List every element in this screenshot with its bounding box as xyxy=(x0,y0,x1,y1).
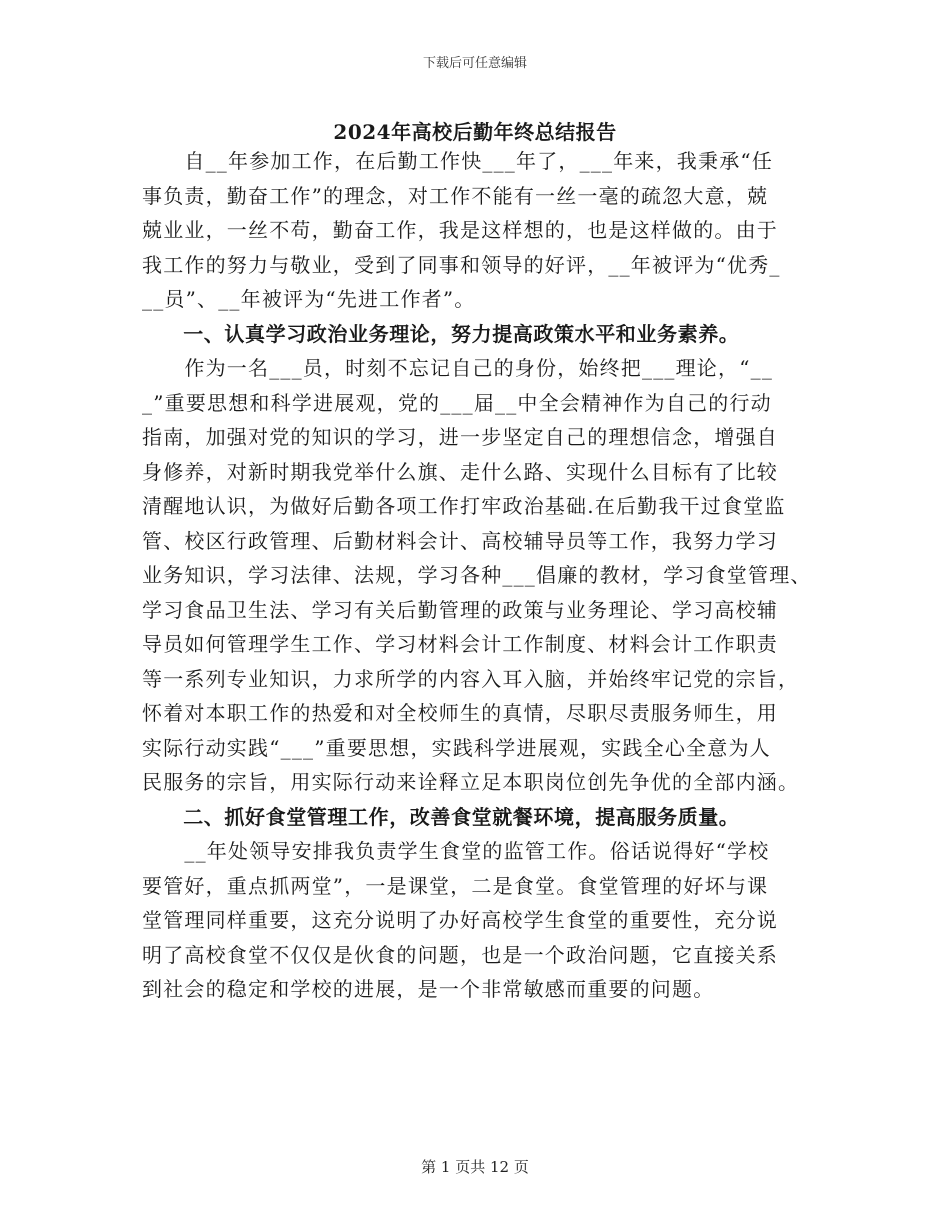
body-text-line: 自__年参加工作，在后勤工作快___年了，___年来，我秉承“任 xyxy=(142,149,774,173)
body-text-line: 兢业业，一丝不苟，勤奋工作，我是这样想的，也是这样做的。由于 xyxy=(142,218,778,242)
body-text-line: 管、校区行政管理、后勤材料会计、高校辅导员等工作，我努力学习 xyxy=(142,528,778,553)
body-text-line: 实际行动实践“___”重要思想，实践科学进展观，实践全心全意为人 xyxy=(142,735,771,760)
body-text-line: 民服务的宗旨，用实际行动来诠释立足本职岗位创先争优的全部内涵。 xyxy=(142,770,800,794)
document-title: 2024年高校后勤年终总结报告 xyxy=(333,120,617,144)
page-footer: 第 1 页共 12 页 xyxy=(421,1158,529,1176)
body-text-line: 要管好，重点抓两堂”，一是课堂，二是食堂。食堂管理的好坏与课 xyxy=(142,873,769,898)
body-text-line: 明了高校食堂不仅仅是伙食的问题，也是一个政治问题，它直接关系 xyxy=(142,942,778,967)
body-text-line: 事负责，勤奋工作”的理念，对工作不能有一丝一毫的疏忽大意，兢 xyxy=(142,183,769,208)
page-header: 下载后可任意编辑 xyxy=(422,56,527,71)
body-text-line: 业务知识，学习法律、法规，学习各种___倡廉的教材，学习食堂管理、 xyxy=(142,563,812,587)
body-text-line: 导员如何管理学生工作、学习材料会计工作制度、材料会计工作职责 xyxy=(142,632,778,656)
body-text-line: 我工作的努力与敬业，受到了同事和领导的好评，__年被评为“优秀_ xyxy=(142,252,781,277)
section-heading-line: 二、抓好食堂管理工作，改善食堂就餐环境，提高服务质量。 xyxy=(142,804,740,829)
document-body xyxy=(142,144,822,1007)
body-text-line: 清醒地认识，为做好后勤各项工作打牢政治基础.在后勤我干过食堂监 xyxy=(142,494,786,518)
body-text-line: 怀着对本职工作的热爱和对全校师生的真情，尽职尽责服务师生，用 xyxy=(142,701,778,725)
body-text-line: 作为一名___员，时刻不忘记自己的身份，始终把___理论，“__ xyxy=(142,356,774,380)
body-text-line: 到社会的稳定和学校的进展，是一个非常敏感而重要的问题。 xyxy=(142,977,715,1001)
body-text-line: 堂管理同样重要，这充分说明了办好高校学生食堂的重要性，充分说 xyxy=(142,908,778,932)
body-text-line: __年处领导安排我负责学生食堂的监管工作。俗话说得好“学校 xyxy=(142,839,770,863)
body-text-line: 等一系列专业知识，力求所学的内容入耳入脑，并始终牢记党的宗旨， xyxy=(142,666,800,691)
body-text-line: __员”、__年被评为“先进工作者”。 xyxy=(142,287,476,311)
section-heading-line: 一、认真学习政治业务理论，努力提高政策水平和业务素养。 xyxy=(142,321,740,346)
body-text-line: 身修养，对新时期我党举什么旗、走什么路、实现什么目标有了比较 xyxy=(142,459,778,484)
body-text-line: _”重要思想和科学进展观，党的___届__中全会精神作为自己的行动 xyxy=(142,390,772,415)
body-text-line: 指南，加强对党的知识的学习，进一步坚定自己的理想信念，增强自 xyxy=(142,425,778,449)
body-text-line: 学习食品卫生法、学习有关后勤管理的政策与业务理论、学习高校辅 xyxy=(142,597,778,622)
